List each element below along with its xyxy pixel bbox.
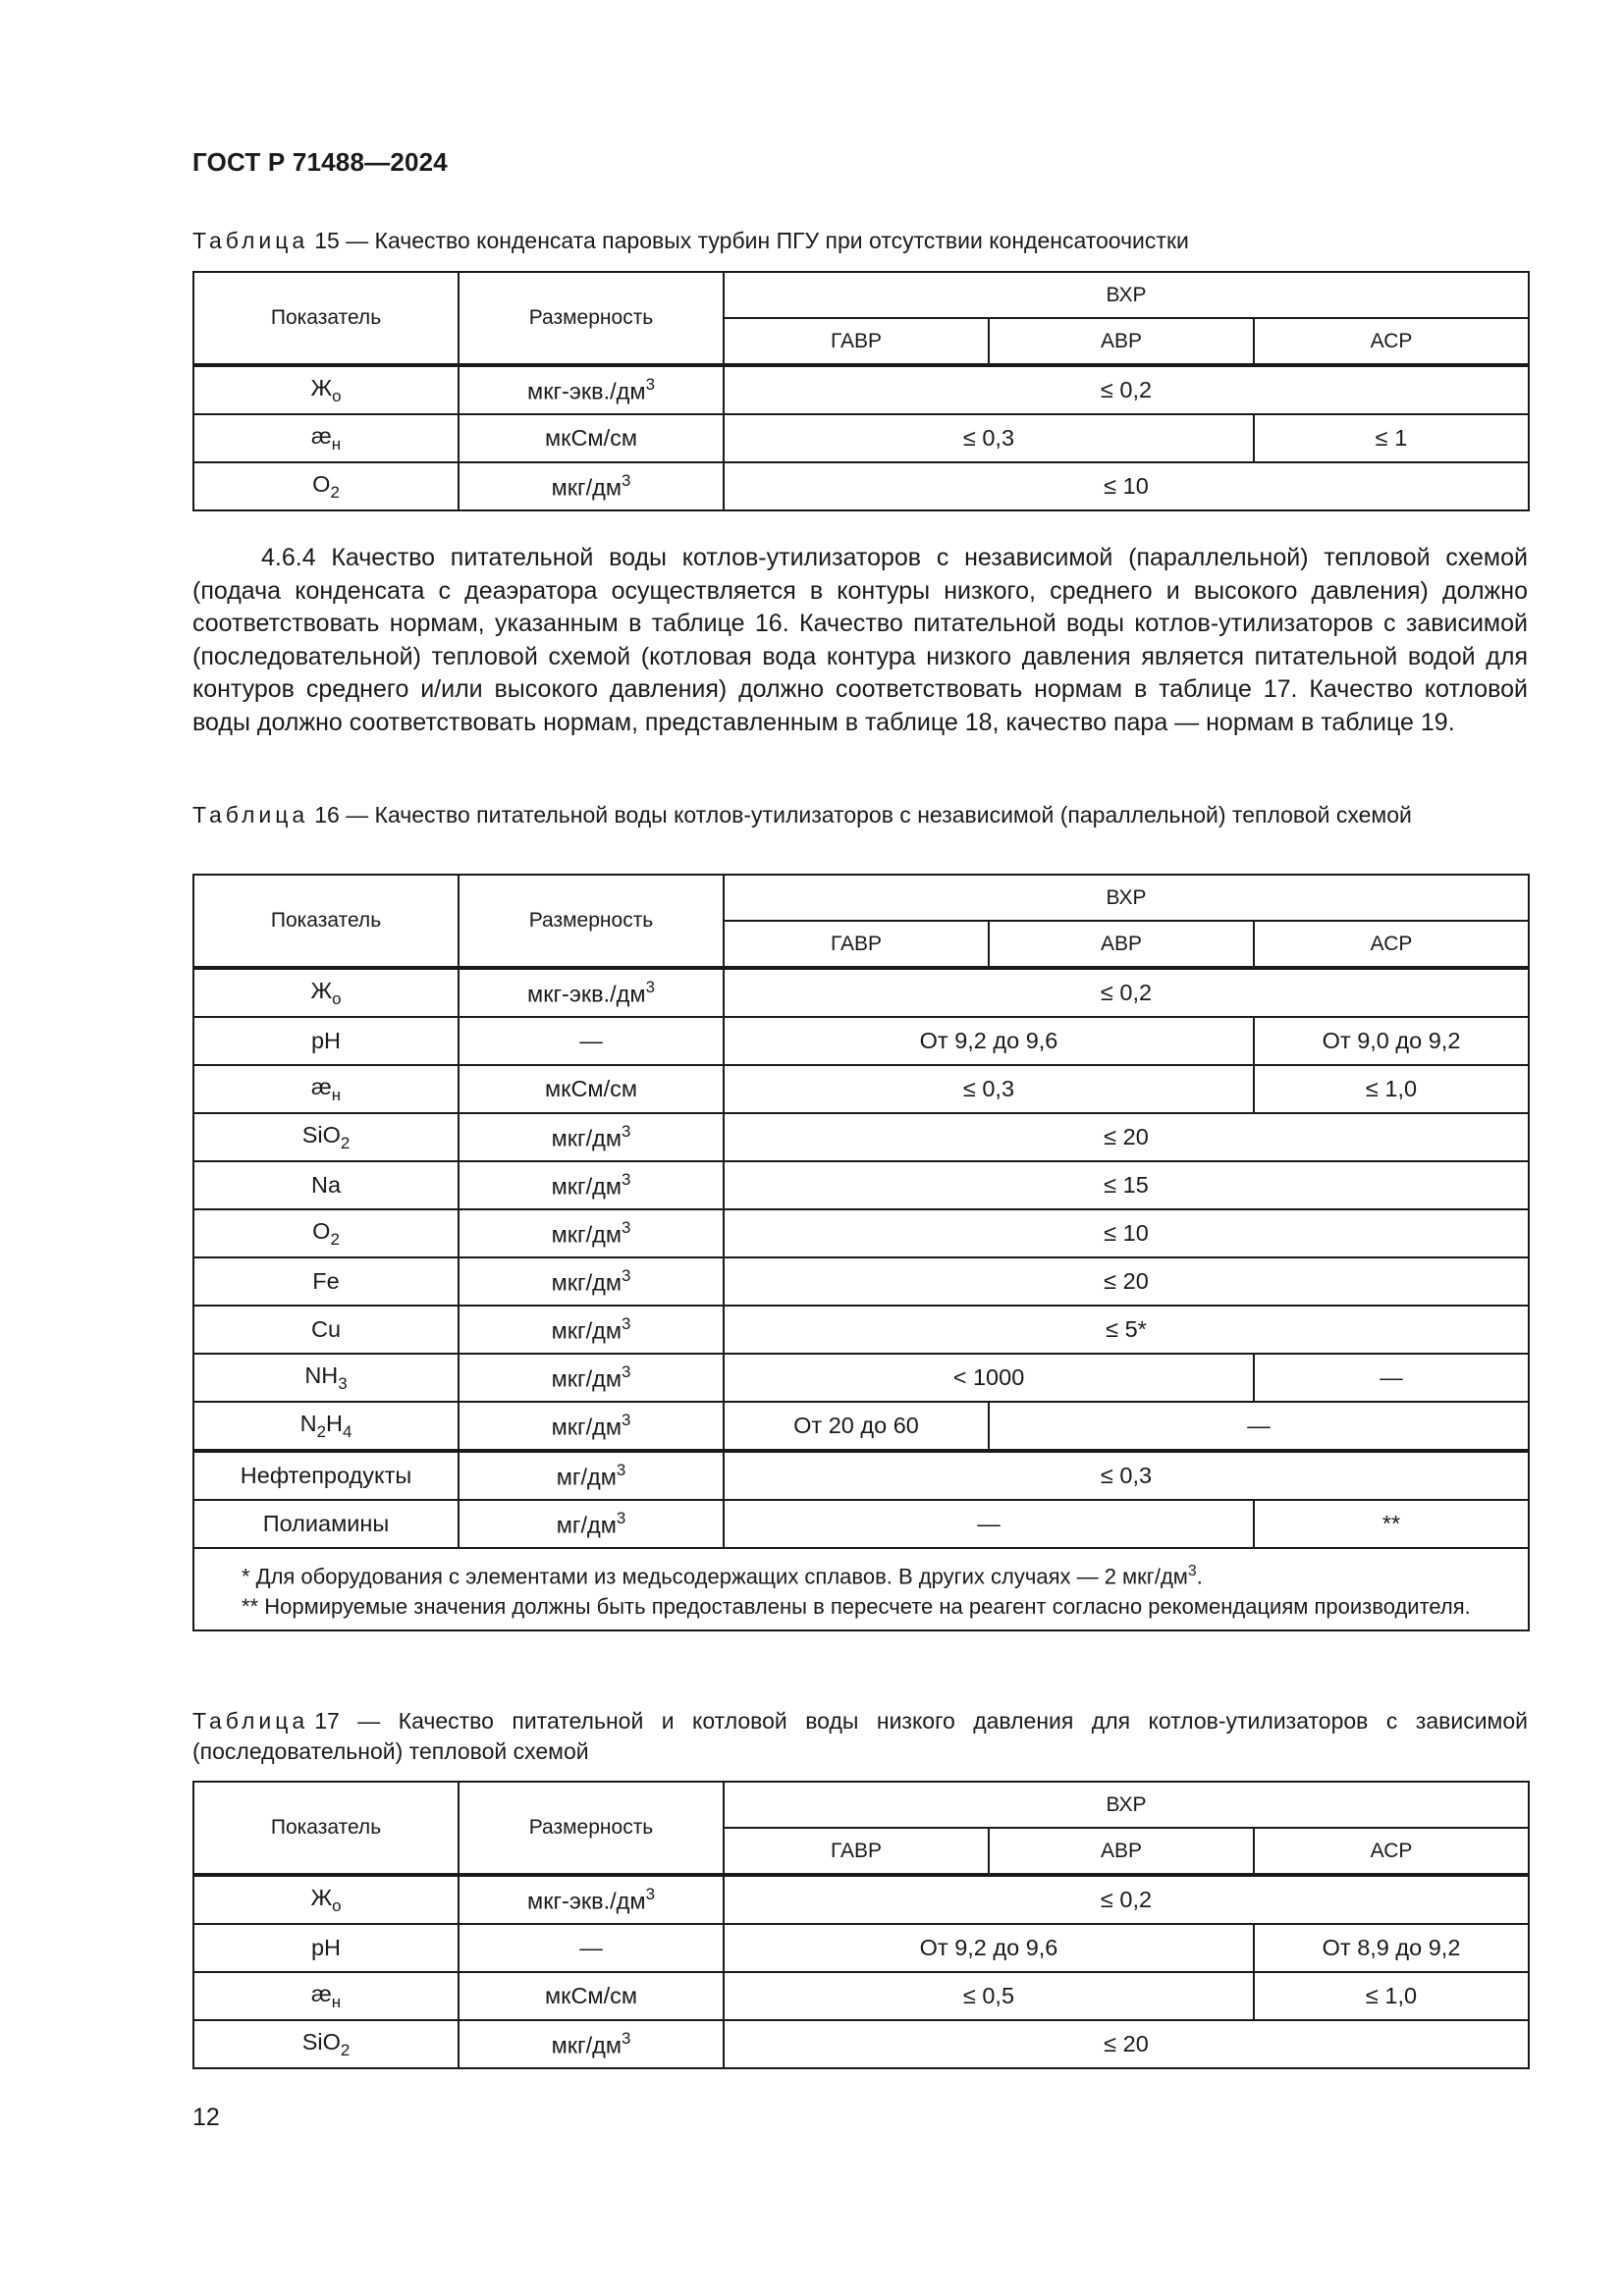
table-row bbox=[193, 1113, 1529, 1161]
value-cell: От 20 до 60 bbox=[724, 1402, 989, 1451]
header-regime-group: ВХР bbox=[724, 875, 1529, 921]
unit-cell: мкг/$дм^3$ bbox=[459, 462, 724, 510]
indicator-cell: $O_2$ bbox=[193, 1209, 459, 1257]
indicator-cell: Нефтепродукты bbox=[193, 1451, 459, 1500]
table-caption-text: 15 — Качество конденсата паровых турбин ПГУ при отсутствии конденсатоочистки bbox=[314, 228, 1189, 253]
header-indicator: Показатель bbox=[193, 875, 459, 968]
header-regime-group: ВХР bbox=[724, 272, 1529, 318]
indicator-cell: $O_2$ bbox=[193, 462, 459, 510]
value-cell: ≤ 15 bbox=[724, 1161, 1529, 1209]
footnote-1: * Для оборудования с элементами из медьсодержащих сплавов. В других случаях — 2 мкг/$дм^3$. bbox=[242, 1563, 1203, 1589]
header-unit: Размерность bbox=[459, 1782, 724, 1875]
indicator-cell: $Ж_о$ bbox=[193, 1875, 459, 1924]
table-row bbox=[193, 1924, 1529, 1972]
value-cell: — bbox=[989, 1402, 1529, 1451]
unit-cell: — bbox=[459, 1017, 724, 1065]
table-16-caption bbox=[192, 800, 1528, 830]
value-cell: ≤ 1,0 bbox=[1254, 1972, 1529, 2020]
indicator-cell: $NH_3$ bbox=[193, 1354, 459, 1402]
value-cell: ≤ 20 bbox=[724, 2020, 1529, 2068]
table-notes-row bbox=[193, 1548, 1529, 1630]
indicator-cell: $æ_н$ bbox=[193, 1065, 459, 1113]
unit-cell: мкг/$дм^3$ bbox=[459, 1306, 724, 1354]
table-caption-text: 17 — Качество питательной и котловой воды низкого давления для котлов-утилизаторов с зависимой (последовательной) тепловой схемой bbox=[192, 1708, 1528, 1764]
value-cell: От 9,2 до 9,6 bbox=[724, 1924, 1254, 1972]
indicator-cell: $Ж_о$ bbox=[193, 968, 459, 1017]
header-asr: АСР bbox=[1254, 1828, 1529, 1875]
indicator-cell: $Ж_о$ bbox=[193, 365, 459, 414]
unit-cell: мкг/$дм^3$ bbox=[459, 1209, 724, 1257]
table-label: Таблица bbox=[192, 802, 309, 828]
table-notes bbox=[193, 1548, 1529, 1630]
indicator-cell: Cu bbox=[193, 1306, 459, 1354]
header-unit: Размерность bbox=[459, 272, 724, 365]
header-avr: АВР bbox=[989, 1828, 1254, 1875]
unit-cell: — bbox=[459, 1924, 724, 1972]
table-row bbox=[193, 2020, 1529, 2068]
header-indicator: Показатель bbox=[193, 1782, 459, 1875]
page-number: 12 bbox=[192, 2104, 220, 2131]
value-cell: ≤ 10 bbox=[724, 1209, 1529, 1257]
value-cell: От 9,2 до 9,6 bbox=[724, 1017, 1254, 1065]
value-cell: ≤ 20 bbox=[724, 1257, 1529, 1306]
unit-cell: мкг-$экв./дм^3$ bbox=[459, 365, 724, 414]
header-regime-group: ВХР bbox=[724, 1782, 1529, 1828]
value-cell: ≤ 0,2 bbox=[724, 365, 1529, 414]
table-caption-text: 16 — Качество питательной воды котлов-утилизаторов с независимой (параллельной) тепловой схемой bbox=[314, 802, 1412, 828]
header-gavr: ГАВР bbox=[724, 318, 989, 365]
indicator-cell: pH bbox=[193, 1017, 459, 1065]
unit-cell: мкг/$дм^3$ bbox=[459, 1113, 724, 1161]
table-row bbox=[193, 1500, 1529, 1548]
value-cell: < 1000 bbox=[724, 1354, 1254, 1402]
body-paragraph: 4.6.4 Качество питательной воды котлов-утилизаторов с независимой (параллельной) тепловой схемой (подача конденсата с деаэратора осуществляется в контуры низкого, среднего и высокого давления) должно соответствовать нормам, указанным в таблице 16. Качество питательной воды котлов-утилизаторов с зависимой (последовательной) тепловой схемой (котловая вода контура низкого давления является питательной водой для контуров среднего и/или высокого давления) должно соответствовать нормам в таблице 17. Качество котловой воды должно соответствовать нормам, представленным в таблице 18, качество пара — нормам в таблице 19. bbox=[192, 544, 1528, 736]
unit-cell: мкг/$дм^3$ bbox=[459, 1354, 724, 1402]
header-avr: АВР bbox=[989, 318, 1254, 365]
table-label: Таблица bbox=[192, 228, 309, 253]
header-asr: АСР bbox=[1254, 921, 1529, 968]
unit-cell: мкг/$дм^3$ bbox=[459, 1161, 724, 1209]
value-cell: — bbox=[724, 1500, 1254, 1548]
header-unit: Размерность bbox=[459, 875, 724, 968]
indicator-cell: SiO$_2$ bbox=[193, 1113, 459, 1161]
table-15 bbox=[192, 271, 1530, 511]
unit-cell: мкСм/см bbox=[459, 414, 724, 462]
table-17-caption bbox=[192, 1706, 1528, 1767]
table-row bbox=[193, 1875, 1529, 1924]
value-cell: ≤ 1 bbox=[1254, 414, 1529, 462]
indicator-cell: pH bbox=[193, 1924, 459, 1972]
table-row bbox=[193, 1354, 1529, 1402]
value-cell: ≤ 10 bbox=[724, 462, 1529, 510]
table-row bbox=[193, 1402, 1529, 1451]
unit-cell: мкг/$дм^3$ bbox=[459, 1402, 724, 1451]
indicator-cell: Fe bbox=[193, 1257, 459, 1306]
unit-cell: мкСм/см bbox=[459, 1972, 724, 2020]
value-cell: ≤ 1,0 bbox=[1254, 1065, 1529, 1113]
header-indicator: Показатель bbox=[193, 272, 459, 365]
value-cell: ≤ 0,2 bbox=[724, 1875, 1529, 1924]
table-16 bbox=[192, 874, 1530, 1631]
table-row bbox=[193, 1972, 1529, 2020]
value-cell: ** bbox=[1254, 1500, 1529, 1548]
table-15-caption bbox=[192, 226, 1528, 256]
header-gavr: ГАВР bbox=[724, 921, 989, 968]
value-cell: ≤ 0,3 bbox=[724, 1451, 1529, 1500]
value-cell: ≤ 0,3 bbox=[724, 1065, 1254, 1113]
value-cell: ≤ 0,3 bbox=[724, 414, 1254, 462]
table-row bbox=[193, 1065, 1529, 1113]
value-cell: — bbox=[1254, 1354, 1529, 1402]
table-row bbox=[193, 1209, 1529, 1257]
unit-cell: мкг-$экв./дм^3$ bbox=[459, 1875, 724, 1924]
indicator-cell: SiO$_2$ bbox=[193, 2020, 459, 2068]
indicator-cell: Полиамины bbox=[193, 1500, 459, 1548]
indicator-cell: $æ_н$ bbox=[193, 414, 459, 462]
unit-cell: мкг-$экв./дм^3$ bbox=[459, 968, 724, 1017]
table-row bbox=[193, 1017, 1529, 1065]
table-row bbox=[193, 414, 1529, 462]
table-label: Таблица bbox=[192, 1708, 309, 1734]
indicator-cell: $æ_н$ bbox=[193, 1972, 459, 2020]
unit-cell: $мг/дм^3$ bbox=[459, 1500, 724, 1548]
table-row bbox=[193, 462, 1529, 510]
value-cell: От 9,0 до 9,2 bbox=[1254, 1017, 1529, 1065]
header-avr: АВР bbox=[989, 921, 1254, 968]
table-row bbox=[193, 968, 1529, 1017]
document-header: ГОСТ Р 71488—2024 bbox=[192, 147, 448, 177]
indicator-cell: Na bbox=[193, 1161, 459, 1209]
table-row bbox=[193, 1161, 1529, 1209]
table-17 bbox=[192, 1781, 1530, 2069]
unit-cell: $мг/дм^3$ bbox=[459, 1451, 724, 1500]
header-gavr: ГАВР bbox=[724, 1828, 989, 1875]
table-row bbox=[193, 1306, 1529, 1354]
value-cell: От 8,9 до 9,2 bbox=[1254, 1924, 1529, 1972]
value-cell: ≤ 5* bbox=[724, 1306, 1529, 1354]
unit-cell: мкг/$дм^3$ bbox=[459, 2020, 724, 2068]
value-cell: ≤ 0,5 bbox=[724, 1972, 1254, 2020]
indicator-cell: $N_2H_4$ bbox=[193, 1402, 459, 1451]
header-asr: АСР bbox=[1254, 318, 1529, 365]
footnote-2: ** Нормируемые значения должны быть предоставлены в пересчете на реагент согласно рекомендациям производителя. bbox=[242, 1593, 1471, 1619]
value-cell: ≤ 0,2 bbox=[724, 968, 1529, 1017]
table-row bbox=[193, 1257, 1529, 1306]
unit-cell: мкг/$дм^3$ bbox=[459, 1257, 724, 1306]
unit-cell: мкСм/см bbox=[459, 1065, 724, 1113]
table-row bbox=[193, 1451, 1529, 1500]
value-cell: ≤ 20 bbox=[724, 1113, 1529, 1161]
table-row bbox=[193, 365, 1529, 414]
